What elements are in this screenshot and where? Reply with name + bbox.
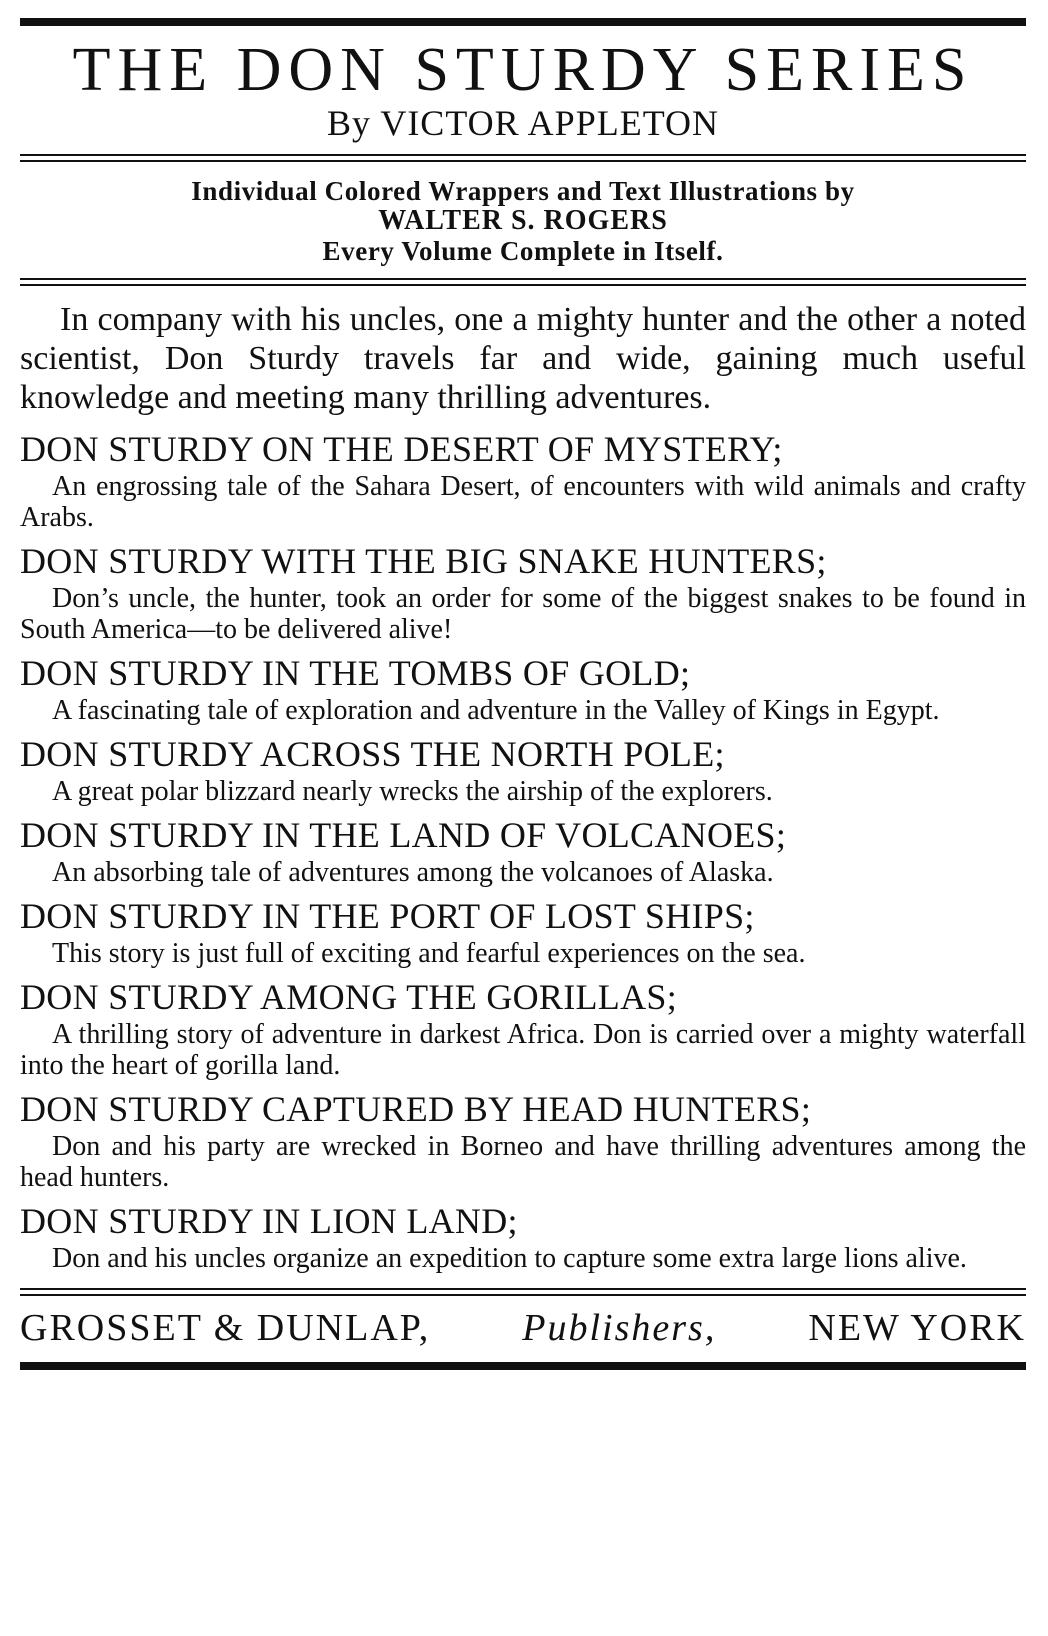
header-divider bbox=[20, 154, 1026, 162]
book-description: Don and his uncles organize an expedition to capture some extra large lions alive. bbox=[52, 1243, 967, 1274]
illustration-credits bbox=[20, 176, 1026, 266]
series-intro: In company with his uncles, one a mighty hunter and the other a noted scientist, Don Sturdy travels far and wide, gaining much useful knowledge and meeting many thrilling adventures. bbox=[20, 301, 1026, 416]
book-title: DON STURDY WITH THE BIG SNAKE HUNTERS; bbox=[20, 541, 827, 581]
book-entry bbox=[20, 429, 1026, 533]
book-title: DON STURDY IN LION LAND; bbox=[20, 1201, 518, 1241]
footer-divider bbox=[20, 1288, 1026, 1296]
book-description: A thrilling story of adventure in darkest Africa. Don is carried over a mighty waterfall into the heart of gorilla land. bbox=[20, 1019, 1026, 1081]
publisher-line bbox=[20, 1306, 1026, 1350]
top-thick-rule bbox=[20, 18, 1026, 26]
credits-line: Individual Colored Wrappers and Text Illustrations by bbox=[191, 176, 855, 206]
book-entry bbox=[20, 896, 1026, 969]
book-description: Don and his party are wrecked in Borneo and have thrilling adventures among the head hunters. bbox=[20, 1131, 1026, 1193]
book-entry bbox=[20, 1201, 1026, 1274]
book-entry bbox=[20, 734, 1026, 807]
series-title: THE DON STURDY SERIES bbox=[72, 36, 974, 104]
book-entry bbox=[20, 1089, 1026, 1193]
credits-note: Every Volume Complete in Itself. bbox=[322, 236, 724, 266]
author-byline: By VICTOR APPLETON bbox=[326, 103, 720, 143]
credits-artist: WALTER S. ROGERS bbox=[378, 205, 668, 236]
book-description: A fascinating tale of exploration and adventure in the Valley of Kings in Egypt. bbox=[52, 695, 940, 726]
book-entry bbox=[20, 541, 1026, 645]
book-entry bbox=[20, 653, 1026, 726]
publisher-role: Publishers, bbox=[522, 1307, 717, 1349]
credits-divider bbox=[20, 278, 1026, 286]
book-title: DON STURDY ACROSS THE NORTH POLE; bbox=[20, 734, 725, 774]
book-list bbox=[20, 429, 1026, 1274]
book-entry bbox=[20, 977, 1026, 1081]
book-description: Don’s uncle, the hunter, took an order for some of the biggest snakes to be found in South America—to be delivered alive! bbox=[20, 583, 1026, 645]
book-title: DON STURDY IN THE TOMBS OF GOLD; bbox=[20, 653, 691, 693]
advertisement-page bbox=[20, 18, 1026, 1370]
publisher-name: GROSSET & DUNLAP, bbox=[20, 1307, 431, 1349]
book-title: DON STURDY AMONG THE GORILLAS; bbox=[20, 977, 678, 1017]
book-description: A great polar blizzard nearly wrecks the airship of the explorers. bbox=[52, 776, 773, 807]
book-title: DON STURDY ON THE DESERT OF MYSTERY; bbox=[20, 429, 783, 469]
book-description: An absorbing tale of adventures among the volcanoes of Alaska. bbox=[52, 857, 774, 888]
book-description: This story is just full of exciting and fearful experiences on the sea. bbox=[52, 938, 806, 969]
book-title: DON STURDY CAPTURED BY HEAD HUNTERS; bbox=[20, 1089, 812, 1129]
publisher-city: NEW YORK bbox=[808, 1307, 1026, 1349]
book-title: DON STURDY IN THE LAND OF VOLCANOES; bbox=[20, 815, 787, 855]
book-description: An engrossing tale of the Sahara Desert, of encounters with wild animals and crafty Arabs. bbox=[20, 471, 1026, 533]
book-entry bbox=[20, 815, 1026, 888]
bottom-thick-rule bbox=[20, 1362, 1026, 1370]
book-title: DON STURDY IN THE PORT OF LOST SHIPS; bbox=[20, 896, 755, 936]
